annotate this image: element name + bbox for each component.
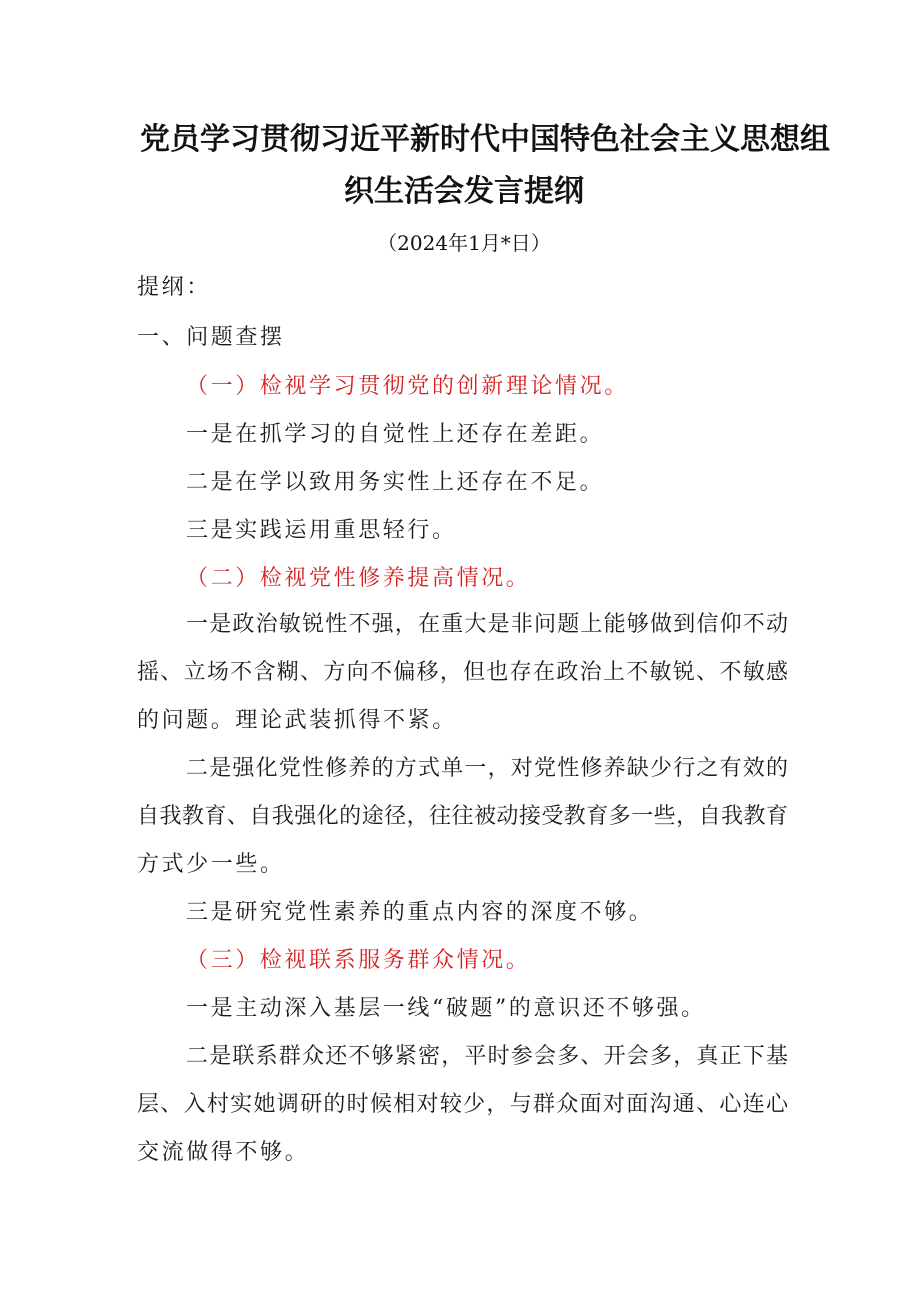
paragraph-line: 层、入村实她调研的时候相对较少，与群众面对面沟通、心连心 — [137, 1092, 788, 1117]
paragraph: 一是在抓学习的自觉性上还存在差距。 — [186, 422, 605, 447]
subsection-heading-2: （二）检视党性修养提高情况。 — [186, 566, 531, 591]
section-heading-problems: 一、问题查摆 — [137, 325, 285, 350]
paragraph-line: 的问题。理论武装抓得不紧。 — [137, 708, 457, 733]
paragraph-line: 二是联系群众还不够紧密，平时参会多、开会多，真正下基 — [186, 1044, 788, 1069]
paragraph-line: 自我教育、自我强化的途径，往往被动接受教育多一些，自我教育 — [137, 804, 788, 829]
document-title-line-2: 织生活会发言提纲 — [344, 174, 584, 209]
document-date: （2024年1月*日） — [377, 231, 551, 255]
paragraph-line: 一是政治敏锐性不强，在重大是非问题上能够做到信仰不动 — [186, 612, 788, 637]
subsection-heading-1: （一）检视学习贯彻党的创新理论情况。 — [186, 374, 629, 399]
outline-label: 提纲： — [137, 275, 211, 300]
paragraph: 二是在学以致用务实性上还存在不足。 — [186, 470, 605, 495]
paragraph: 三是研究党性素养的重点内容的深度不够。 — [186, 900, 654, 925]
paragraph-line: 交流做得不够。 — [137, 1140, 310, 1165]
paragraph-line: 摇、立场不含糊、方向不偏移，但也存在政治上不敏锐、不敏感 — [137, 660, 788, 685]
paragraph-line: 二是强化党性修养的方式单一，对党性修养缺少行之有效的 — [186, 756, 788, 781]
paragraph-line: 方式少一些。 — [137, 852, 285, 877]
paragraph: 三是实践运用重思轻行。 — [186, 518, 457, 543]
subsection-heading-3: （三）检视联系服务群众情况。 — [186, 948, 531, 973]
paragraph: 一是主动深入基层一线“破题”的意识还不够强。 — [186, 996, 706, 1021]
document-title-line-1: 党员学习贯彻习近平新时代中国特色社会主义思想组 — [140, 122, 830, 157]
